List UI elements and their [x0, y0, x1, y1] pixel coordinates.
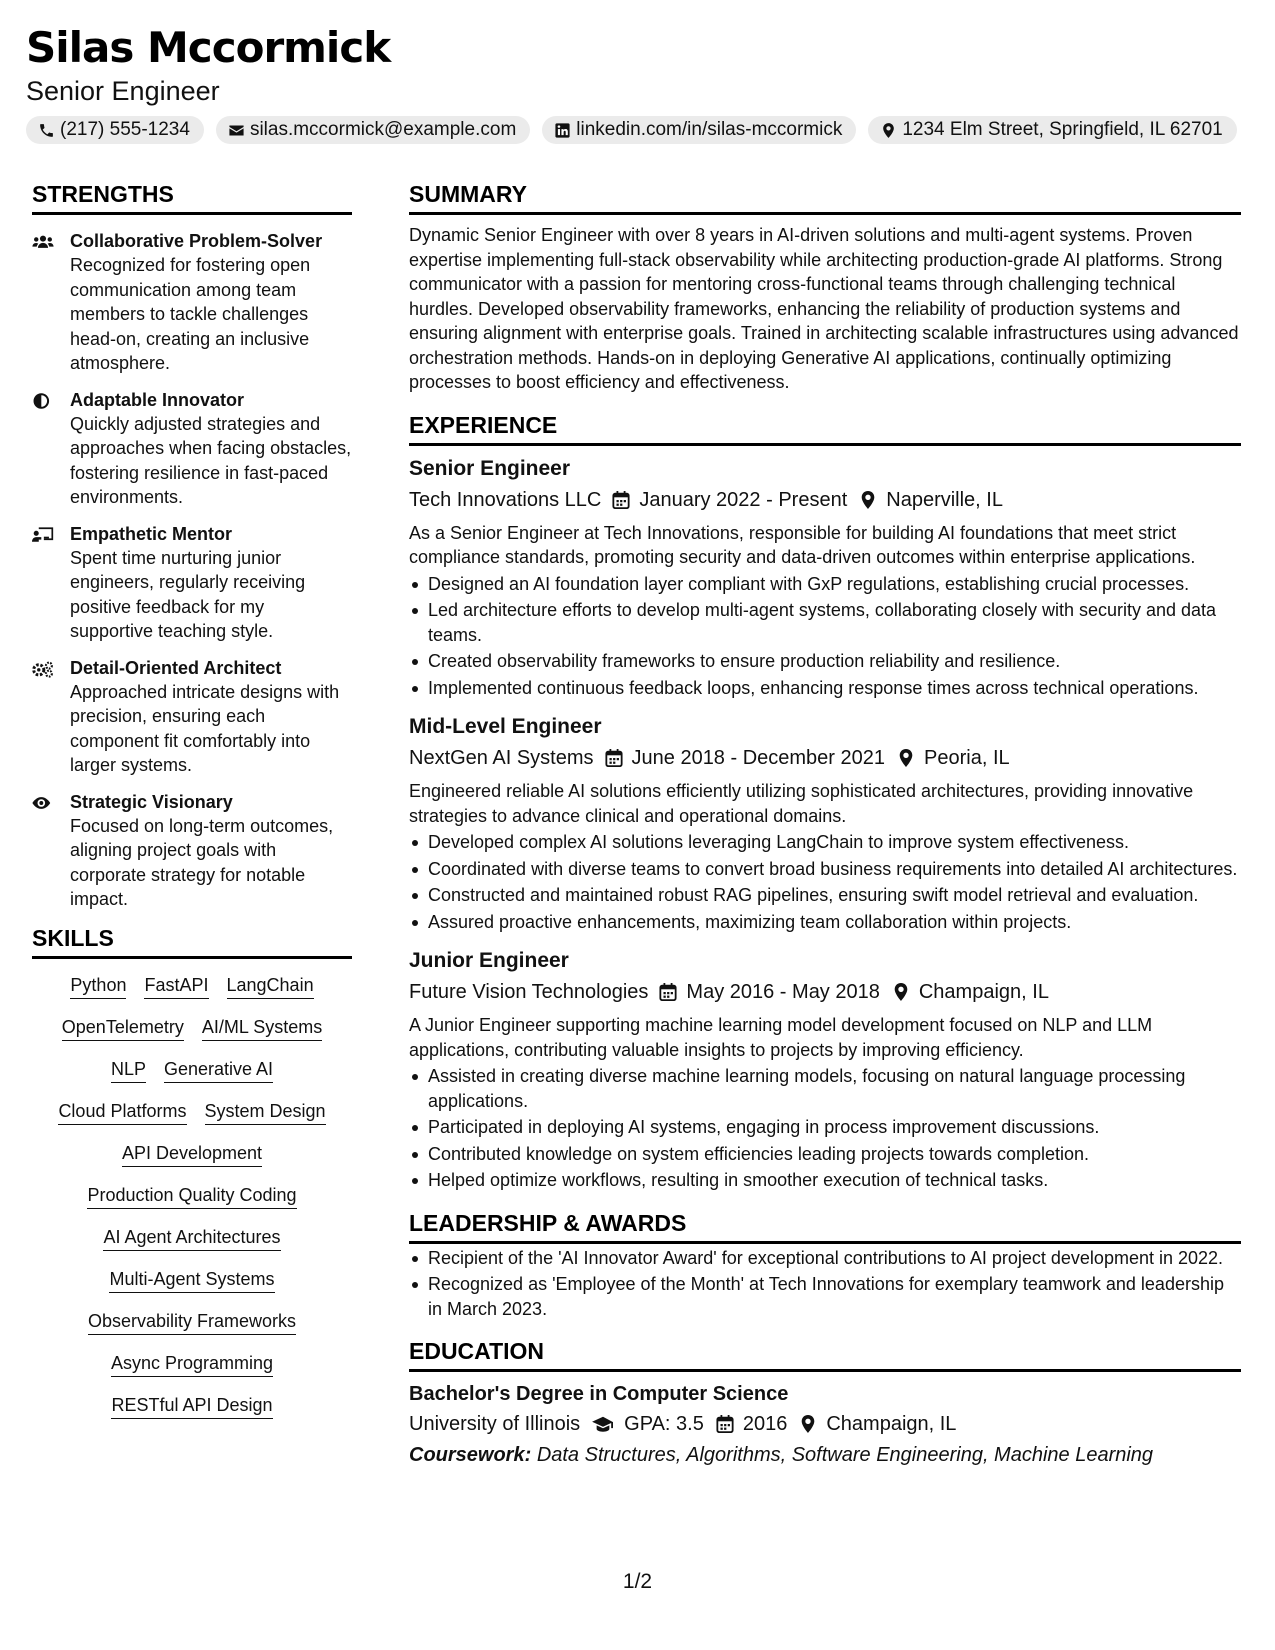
school-name: University of Illinois — [409, 1413, 581, 1435]
users-icon — [32, 232, 54, 252]
phone-text: (217) 555-1234 — [60, 119, 190, 140]
awards-list — [409, 1246, 1241, 1322]
job-bullet: Assisted in creating diverse machine learning models, focusing on natural language processing applications. — [409, 1064, 1241, 1113]
map-pin-icon — [880, 122, 897, 139]
strength-description: Quickly adjusted strategies and approaches when facing obstacles, fostering resilience in fast-paced environments. — [70, 413, 352, 507]
email-text: silas.mccormick@example.com — [249, 119, 517, 140]
skill-tag: AI Agent Architectures — [103, 1225, 280, 1251]
strength-title: Adaptable Innovator — [70, 389, 245, 410]
strength-item — [32, 790, 352, 912]
skill-tag: Multi-Agent Systems — [109, 1267, 274, 1293]
job-bullet: Constructed and maintained robust RAG pipelines, ensuring swift model retrieval and evaluation. — [409, 883, 1241, 908]
strength-title: Strategic Visionary — [70, 791, 233, 812]
job-title: Senior Engineer — [409, 456, 571, 480]
graduation-year: 2016 — [742, 1413, 788, 1435]
graduation-cap-icon — [591, 1414, 615, 1434]
skill-tag: API Development — [122, 1141, 262, 1167]
job-meta — [409, 485, 1241, 515]
job-entry — [409, 946, 1241, 1193]
job-meta — [409, 743, 1241, 773]
linkedin-icon — [554, 122, 571, 139]
skill-tag: FastAPI — [144, 973, 208, 999]
education-heading: EDUCATION — [409, 1337, 1241, 1372]
contact-address[interactable] — [868, 116, 1236, 144]
strengths-heading: STRENGTHS — [32, 180, 352, 215]
job-description: A Junior Engineer supporting machine learning model development focused on NLP and LLM applications, contributing valuable insights to projects by improving efficiency. — [409, 1015, 1153, 1060]
leadership-heading: LEADERSHIP & AWARDS — [409, 1209, 1241, 1244]
calendar-icon — [716, 1414, 734, 1434]
job-title: Mid-Level Engineer — [409, 715, 602, 738]
job-bullet: Helped optimize workflows, resulting in smoother execution of technical tasks. — [409, 1168, 1241, 1193]
job-bullets — [409, 830, 1241, 934]
skill-tag: AI/ML Systems — [202, 1015, 322, 1041]
right-column — [409, 180, 1241, 1470]
gpa-text: GPA: 3.5 — [624, 1413, 704, 1435]
resume-header — [26, 22, 1256, 144]
skill-tag: Observability Frameworks — [88, 1309, 296, 1335]
map-pin-icon — [897, 748, 915, 768]
map-pin-icon — [859, 490, 877, 510]
coursework — [409, 1440, 1241, 1470]
skill-tag: Python — [70, 973, 126, 999]
strength-description: Spent time nurturing junior engineers, regularly receiving positive feedback for my supportive teaching style. — [70, 547, 306, 641]
job-entry — [409, 712, 1241, 934]
skill-tag: OpenTelemetry — [62, 1015, 184, 1041]
candidate-title: Senior Engineer — [26, 76, 220, 106]
education-meta — [409, 1409, 1241, 1439]
job-description: Engineered reliable AI solutions efficiently utilizing sophisticated architectures, providing innovative strategies to advance clinical and operational domains. — [409, 781, 1194, 826]
job-location: Peoria, IL — [924, 747, 1010, 769]
strength-title: Empathetic Mentor — [70, 523, 233, 544]
company-name: Future Vision Technologies — [409, 981, 649, 1003]
skill-tag: Async Programming — [111, 1351, 273, 1377]
half-circle-icon — [32, 391, 54, 411]
job-dates: May 2016 - May 2018 — [686, 981, 880, 1003]
contact-email[interactable] — [216, 116, 530, 144]
coursework-text: Data Structures, Algorithms, Software Engineering, Machine Learning — [536, 1444, 1154, 1466]
contact-linkedin[interactable] — [542, 116, 856, 144]
address-text: 1234 Elm Street, Springfield, IL 62701 — [902, 119, 1223, 140]
job-bullet: Designed an AI foundation layer compliant with GxP regulations, establishing crucial processes. — [409, 572, 1241, 597]
strength-description: Approached intricate designs with precision, ensuring each component fit comfortably into larger systems. — [70, 681, 340, 775]
job-bullet: Contributed knowledge on system efficiencies leading projects towards completion. — [409, 1142, 1241, 1167]
cogs-icon — [32, 659, 54, 679]
company-name: Tech Innovations LLC — [409, 488, 602, 511]
job-bullet: Implemented continuous feedback loops, enhancing response times across technical operations. — [409, 676, 1241, 701]
summary-heading: SUMMARY — [409, 180, 1241, 215]
envelope-icon — [228, 122, 245, 139]
calendar-icon — [612, 490, 630, 510]
contact-phone[interactable] — [26, 116, 204, 144]
map-pin-icon — [799, 1414, 817, 1434]
strength-description: Focused on long-term outcomes, aligning project goals with corporate strategy for notable impact. — [70, 815, 334, 909]
skill-tag: System Design — [205, 1099, 326, 1125]
skill-tag: RESTful API Design — [111, 1393, 272, 1419]
job-title: Junior Engineer — [409, 949, 569, 972]
job-bullet: Led architecture efforts to develop multi-agent systems, collaborating closely with security and data teams. — [409, 598, 1241, 647]
strength-item — [32, 656, 352, 778]
eye-icon — [32, 793, 54, 813]
job-bullet: Developed complex AI solutions leveraging LangChain to improve system effectiveness. — [409, 830, 1241, 855]
award-item: Recipient of the 'AI Innovator Award' for exceptional contributions to AI project development in 2022. — [409, 1246, 1241, 1271]
job-meta — [409, 977, 1241, 1007]
map-pin-icon — [892, 982, 910, 1002]
strength-title: Detail-Oriented Architect — [70, 657, 282, 678]
experience-heading: EXPERIENCE — [409, 411, 1241, 446]
summary-text: Dynamic Senior Engineer with over 8 years in AI-driven solutions and multi-agent systems. Proven expertise implementing full-stack observability while architecting production-grade AI platforms. Strong communicator with a passion for mentoring cross-functional teams through challenging technical hurdles. Developed observability frameworks, enhancing the reliability of production systems and ensuring alignment with enterprise goals. Trained in architecting scalable infrastructures using advanced orchestration methods. Hands-on in deploying Generative AI applications, continually optimizing processes to boost efficiency and effectiveness. — [409, 225, 1239, 392]
skills-list — [32, 973, 352, 1419]
calendar-icon — [605, 748, 623, 768]
coursework-label: Coursework: — [409, 1444, 532, 1466]
skill-tag: Generative AI — [164, 1057, 273, 1083]
strength-item — [32, 388, 352, 510]
skills-heading: SKILLS — [32, 924, 352, 959]
job-bullet: Participated in deploying AI systems, engaging in process improvement discussions. — [409, 1115, 1241, 1140]
school-location: Champaign, IL — [826, 1413, 957, 1435]
linkedin-text: linkedin.com/in/silas-mccormick — [576, 119, 843, 140]
strength-item — [32, 229, 352, 376]
job-bullet: Coordinated with diverse teams to convert broad business requirements into detailed AI architectures. — [409, 857, 1241, 882]
strength-description: Recognized for fostering open communication among team members to tackle challenges head-on, creating an inclusive atmosphere. — [70, 255, 311, 373]
candidate-name: Silas Mccormick — [26, 23, 391, 72]
job-location: Naperville, IL — [886, 488, 1003, 511]
job-dates: June 2018 - December 2021 — [631, 747, 886, 769]
job-bullet: Assured proactive enhancements, maximizing team collaboration within projects. — [409, 910, 1241, 935]
degree-title: Bachelor's Degree in Computer Science — [409, 1383, 789, 1405]
job-location: Champaign, IL — [918, 981, 1049, 1003]
job-bullets — [409, 572, 1241, 701]
left-column — [32, 180, 352, 1419]
strength-item — [32, 522, 352, 644]
award-item: Recognized as 'Employee of the Month' at Tech Innovations for exemplary teamwork and leadership in March 2023. — [409, 1272, 1241, 1321]
contact-bar — [26, 116, 1256, 144]
job-description: As a Senior Engineer at Tech Innovations, responsible for building AI foundations that meet strict compliance standards, promoting security and data-driven outcomes within enterprise applications. — [409, 522, 1196, 567]
skill-tag: NLP — [111, 1057, 146, 1083]
job-dates: January 2022 - Present — [639, 488, 848, 511]
job-bullet: Created observability frameworks to ensure production reliability and resilience. — [409, 649, 1241, 674]
job-bullets — [409, 1064, 1241, 1193]
company-name: NextGen AI Systems — [409, 747, 594, 769]
skill-tag: Cloud Platforms — [58, 1099, 186, 1125]
phone-icon — [38, 122, 55, 139]
strength-title: Collaborative Problem-Solver — [70, 231, 323, 251]
skill-tag: LangChain — [227, 973, 314, 999]
chalkboard-teacher-icon — [32, 525, 54, 545]
job-entry — [409, 454, 1241, 701]
calendar-icon — [659, 982, 677, 1002]
skill-tag: Production Quality Coding — [87, 1183, 296, 1209]
page-number: 1/2 — [622, 1570, 653, 1593]
strengths-list — [32, 229, 352, 912]
